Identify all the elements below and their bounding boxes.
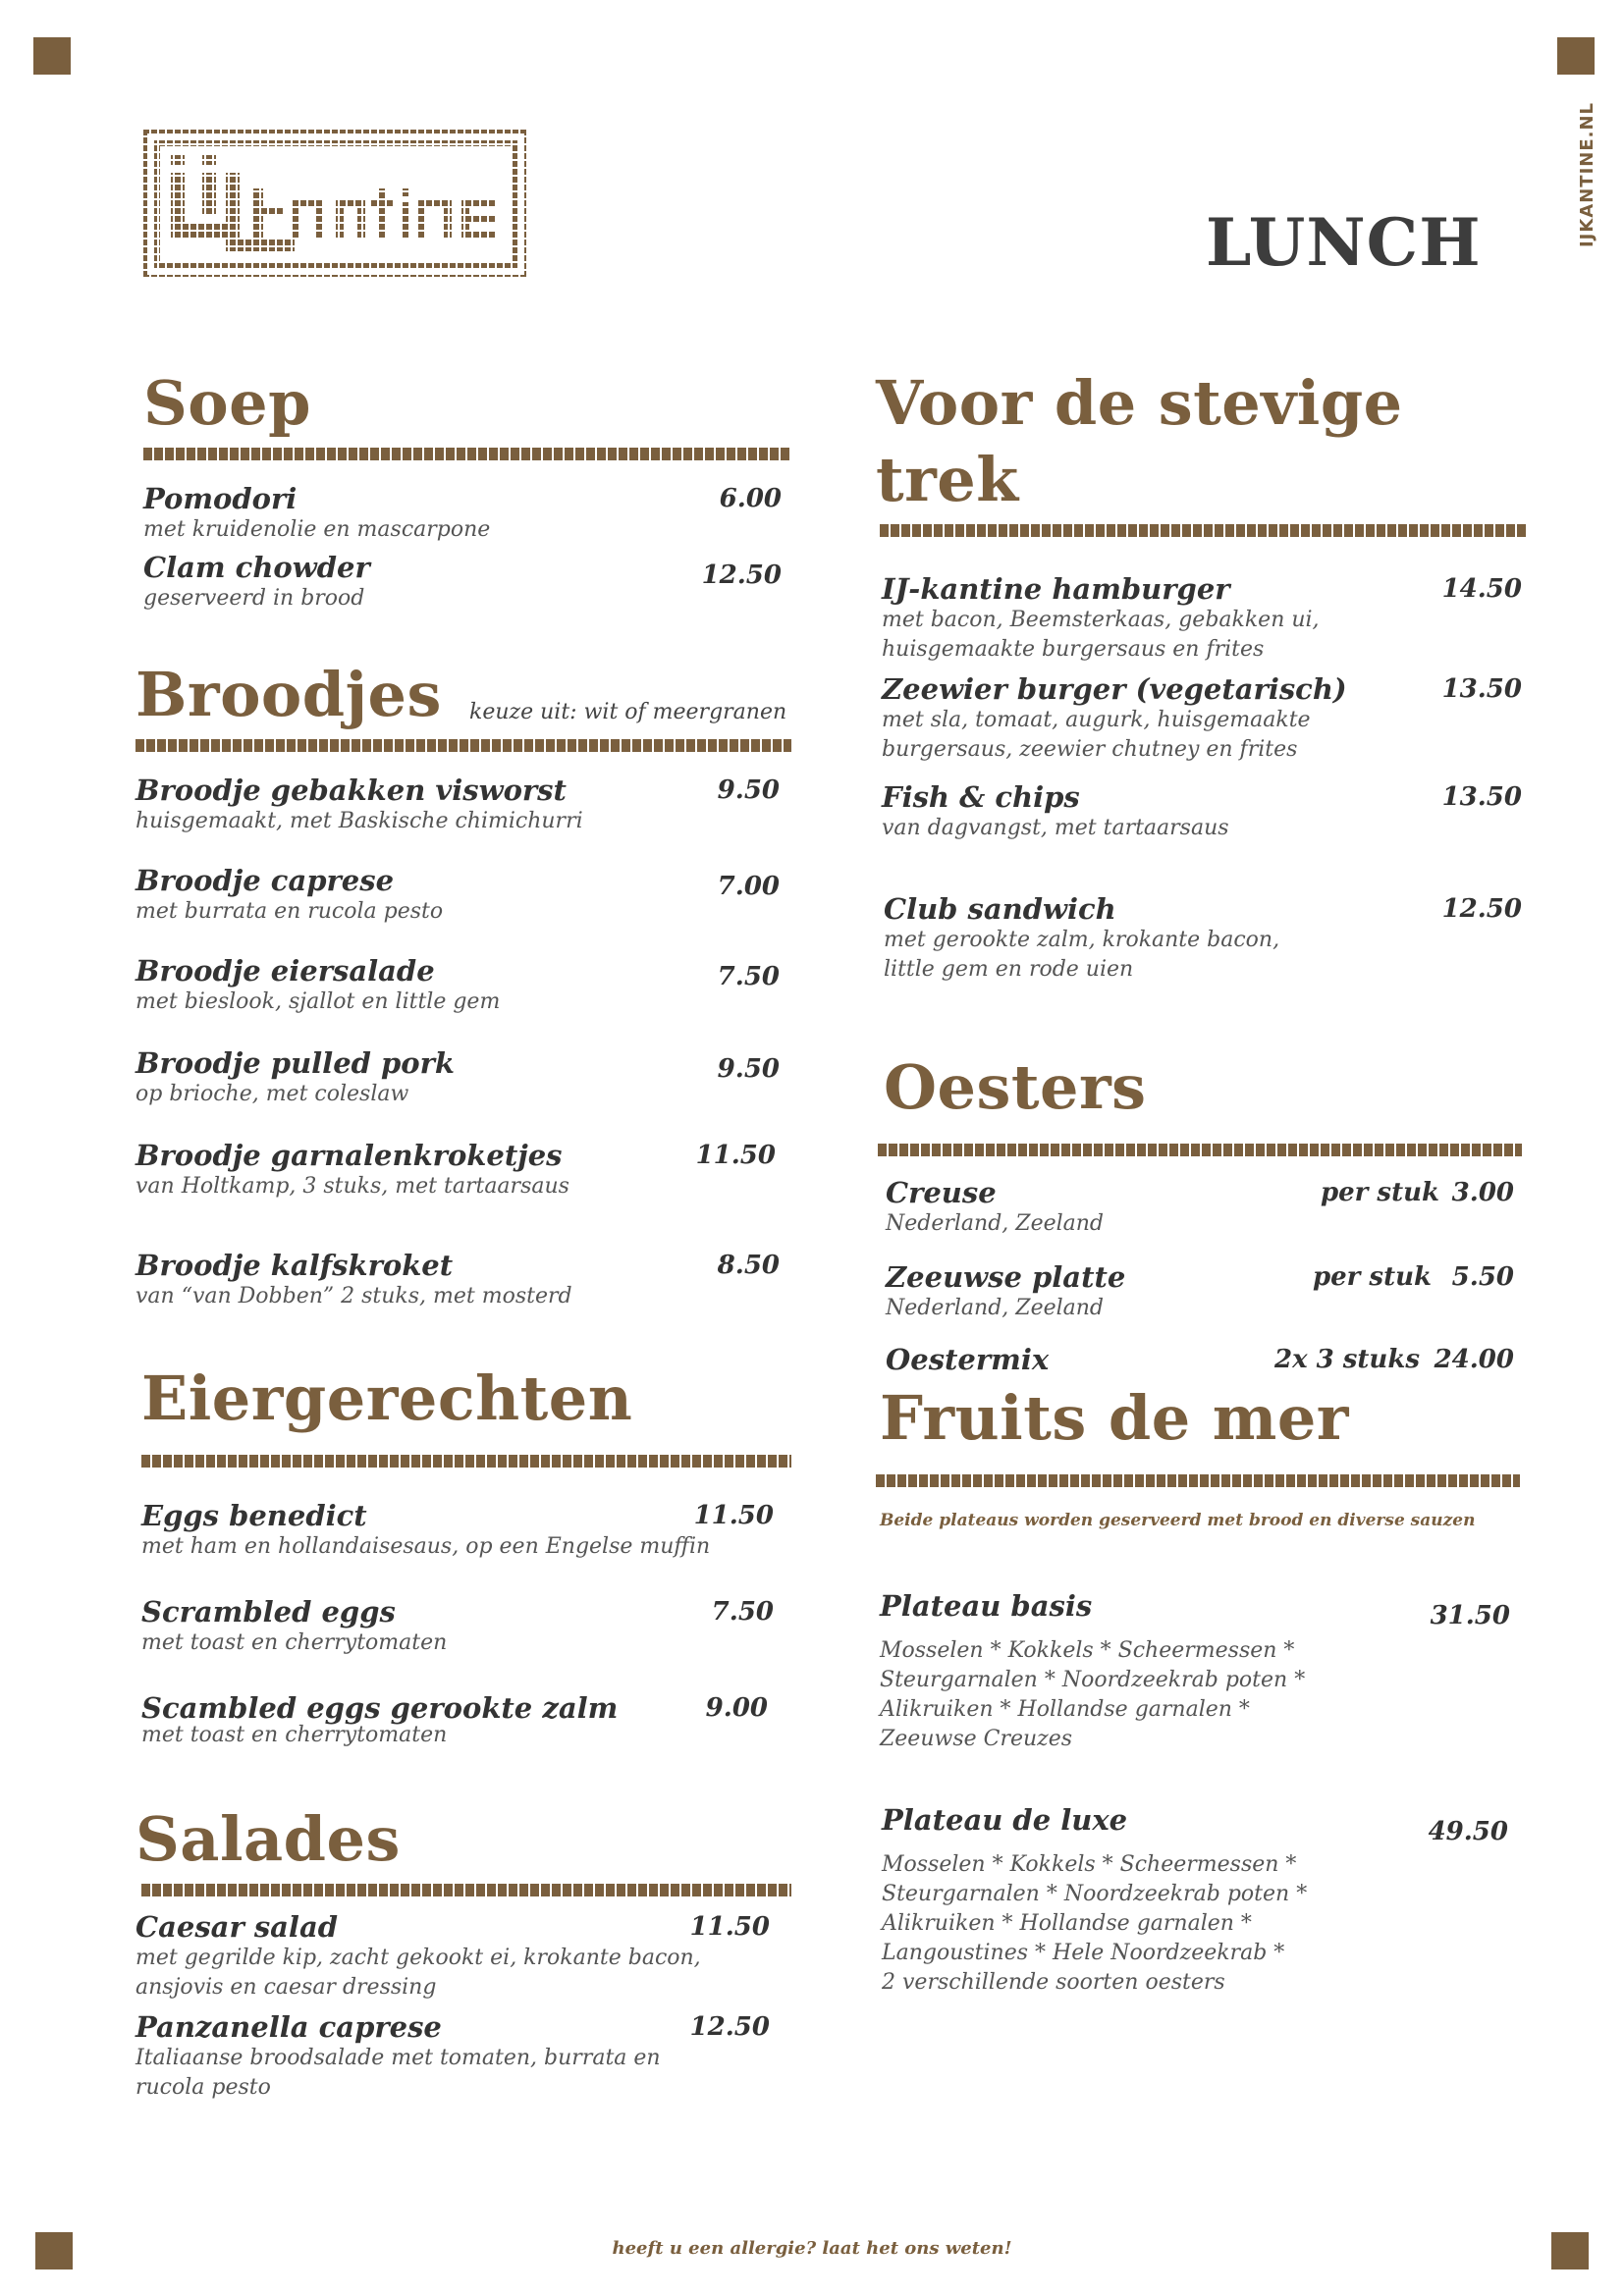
price: 9.00 [705, 1693, 768, 1723]
corner-square-top-left [33, 37, 71, 75]
price: 9.50 [717, 775, 780, 805]
price: 13.50 [1441, 782, 1522, 812]
menu-item: Eggs benedict met ham en hollandaisesaus, op een Engelse muffin 11.50 [141, 1499, 774, 1559]
section-soep [143, 365, 791, 614]
section-stevige-trek [876, 365, 1534, 985]
divider [878, 1144, 1522, 1156]
page-title: LUNCH [1206, 204, 1482, 281]
price: 8.50 [717, 1251, 780, 1280]
menu-item: Zeewier burger (vegetarisch) met sla, tomaat, augurk, huisgemaakte burgersaus, zeewier chutney en frites 13.50 [882, 672, 1522, 762]
menu-item: Panzanella caprese Italiaanse broodsalade met tomaten, burrata en rucola pesto 12.50 [135, 2010, 770, 2100]
quantity: per stuk [1320, 1178, 1439, 1207]
price: 14.50 [1441, 574, 1522, 604]
menu-item: Broodje eiersalade met bieslook, sjallot en little gem 7.50 [135, 954, 780, 1014]
section-title-soep: Soep [143, 367, 311, 439]
section-note-fruits-de-mer: Beide plateaus worden geserveerd met brood en diverse sauzen [880, 1511, 1476, 1530]
price: 11.50 [695, 1141, 776, 1170]
price: 12.50 [1441, 894, 1522, 924]
menu-item: Caesar salad met gegrilde kip, zacht gekookt ei, krokante bacon, ansjovis en caesar dressing 11.50 [135, 1910, 770, 2000]
corner-square-top-right [1557, 37, 1595, 75]
price: 7.50 [717, 962, 780, 991]
divider [141, 1884, 791, 1896]
menu-item: Broodje kalfskroket van “van Dobben” 2 stuks, met mosterd 8.50 [135, 1249, 780, 1308]
section-broodjes [135, 657, 791, 1311]
menu-item: Plateau de luxe Mosselen * Kokkels * Scheermessen * Steurgarnalen * Noordzeekrab poten * Alikruiken * Hollandse garnalen * Langoustines * Hele Noordzeekrab * 2 verschillende soorten oesters 49.50 [882, 1803, 1508, 1995]
section-title-eiergerechten: Eiergerechten [141, 1362, 633, 1434]
ij-kantine-logo [143, 130, 528, 279]
menu-item: Oestermix 2x 3 stuks 24.00 [886, 1343, 1514, 1376]
price: 5.50 [1451, 1262, 1514, 1292]
divider [143, 448, 791, 460]
divider [141, 1455, 791, 1468]
left-column [135, 365, 791, 2103]
allergy-footer: heeft u een allergie? laat het ons weten! [612, 2238, 1012, 2259]
price: 11.50 [693, 1501, 774, 1530]
section-note-broodjes: keuze uit: wit of meergranen [469, 700, 787, 724]
price: 7.50 [711, 1597, 774, 1627]
menu-item: Club sandwich met gerookte zalm, krokante bacon, little gem en rode uien 12.50 [884, 892, 1522, 982]
price: 11.50 [689, 1912, 770, 1942]
price: 49.50 [1428, 1817, 1508, 1846]
divider [876, 1474, 1520, 1487]
right-column [876, 365, 1534, 1998]
price: 6.00 [719, 484, 782, 513]
divider [880, 524, 1528, 537]
divider [135, 739, 791, 752]
quantity: per stuk [1312, 1262, 1432, 1292]
price: 31.50 [1430, 1601, 1510, 1630]
section-eiergerechten [141, 1361, 791, 1746]
section-title-oesters: Oesters [884, 1051, 1147, 1123]
section-title-broodjes: Broodjes [135, 659, 442, 730]
price: 13.50 [1441, 674, 1522, 704]
section-title-stevige-trek: Voor de stevige trek [876, 367, 1403, 515]
quantity: 2x 3 stuks [1274, 1345, 1420, 1374]
menu-item: Scrambled eggs met toast en cherrytomaten 7.50 [141, 1595, 774, 1655]
menu-item: Scambled eggs gerookte zalm met toast en cherrytomaten 9.00 [141, 1691, 768, 1747]
menu-item: Fish & chips van dagvangst, met tartaarsaus 13.50 [882, 780, 1522, 840]
menu-item: Broodje gebakken visworst huisgemaakt, met Baskische chimichurri 9.50 [135, 774, 780, 833]
price: 24.00 [1434, 1345, 1514, 1374]
section-title-salades: Salades [135, 1803, 401, 1875]
menu-item: Broodje pulled pork op brioche, met coleslaw 9.50 [135, 1046, 780, 1106]
price: 3.00 [1451, 1178, 1514, 1207]
price: 12.50 [689, 2012, 770, 2042]
menu-item: Clam chowder geserveerd in brood 12.50 [143, 551, 782, 611]
section-fruits-de-mer [880, 1380, 1534, 1998]
menu-item: Plateau basis Mosselen * Kokkels * Scheermessen * Steurgarnalen * Noordzeekrab poten * Alikruiken * Hollandse garnalen * Zeeuwse Creuzes 31.50 [880, 1589, 1510, 1751]
price: 12.50 [701, 561, 782, 590]
menu-item: Broodje caprese met burrata en rucola pesto 7.00 [135, 864, 780, 924]
menu-item: Pomodori met kruidenolie en mascarpone 6.00 [143, 482, 782, 542]
menu-item: Broodje garnalenkroketjes van Holtkamp, 3 stuks, met tartaarsaus 11.50 [135, 1139, 776, 1199]
section-salades [135, 1801, 791, 2103]
menu-item: IJ-kantine hamburger met bacon, Beemsterkaas, gebakken ui, huisgemaakte burgersaus en frites 14.50 [882, 572, 1522, 662]
menu-item: Creuse Nederland, Zeeland per stuk 3.00 [886, 1176, 1514, 1236]
price: 9.50 [717, 1054, 780, 1084]
website-label: IJKANTINE.NL [1577, 102, 1597, 248]
section-title-fruits-de-mer: Fruits de mer [880, 1382, 1349, 1454]
price: 7.00 [717, 872, 780, 901]
menu-item: Zeeuwse platte Nederland, Zeeland per stuk 5.50 [886, 1260, 1514, 1320]
section-oesters [884, 1049, 1534, 1376]
